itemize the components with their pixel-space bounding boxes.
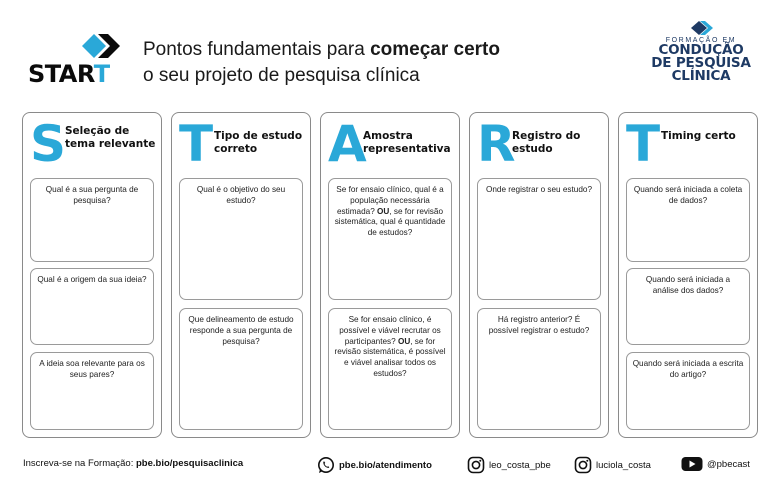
column-timing [618,112,758,438]
instagram-handle: leo_costa_pbe [489,459,551,471]
brand-subtitle: FORMAÇÃO EM [665,37,737,44]
question-card: Se for ensaio clínico, é possível e viável recrutar os participantes? OU, se for revisão sistemática, é possível e viável analisar todos os estudos? [328,308,452,430]
youtube-icon [681,456,703,472]
footer [0,452,777,478]
column-title: Registro do estudo [512,130,581,155]
column-letter: A [328,115,367,173]
brand-title-3: CLÍNICA [671,68,731,84]
question-card: Qual é a origem da sua ideia? [30,268,154,345]
column-header [321,113,459,173]
column-letter: T [626,115,661,173]
column-registro [469,112,609,438]
start-logo-text: START [28,60,110,88]
whatsapp-icon [317,456,335,474]
column-letter: S [30,115,67,173]
signup-link[interactable]: pbe.bio/pesquisaclinica [136,458,244,469]
page-title: Pontos fundamentais para começar certo o seu projeto de pesquisa clínica [143,39,500,86]
instagram-icon [574,456,592,474]
question-card: Onde registrar o seu estudo? [477,178,601,300]
question-card: Que delineamento de estudo responde a sua pergunta de pesquisa? [179,308,303,430]
question-card: Quando será iniciada a análise dos dados? [626,268,750,345]
column-letter: T [179,115,214,173]
instagram-handle: luciola_costa [596,459,651,471]
start-logo [28,30,128,90]
question-card: Há registro anterior? É possível registrar o estudo? [477,308,601,430]
instagram-icon [467,456,485,474]
question-card: A ideia soa relevante para os seus pares? [30,352,154,430]
brand-title-1: CONDUÇÃO [658,42,744,58]
youtube-contact[interactable] [681,456,750,472]
youtube-handle: @pbecast [707,458,750,470]
question-card: Quando será iniciada a escrita do artigo? [626,352,750,430]
brand-logo [641,20,761,100]
question-card: Qual é o objetivo do seu estudo? [179,178,303,300]
brand-diamond-icon [688,20,714,36]
instagram-contact-2[interactable] [574,456,651,474]
signup-text: Inscreva-se na Formação: pbe.bio/pesquisaclinica [23,458,244,469]
column-selecao [22,112,162,438]
column-tipo [171,112,311,438]
whatsapp-contact[interactable] [317,456,432,474]
column-header [619,113,757,173]
column-amostra [320,112,460,438]
question-card: Se for ensaio clínico, qual é a população necessária estimada? OU, se for revisão sistemática, qual é quantidade de estudos? [328,178,452,300]
column-header [470,113,608,173]
column-header [172,113,310,173]
start-logo-diamond-icon [78,32,122,60]
whatsapp-link: pbe.bio/atendimento [339,459,432,471]
brand-title-2: DE PESQUISA [651,55,751,71]
question-card: Quando será iniciada a coleta de dados? [626,178,750,262]
instagram-contact-1[interactable] [467,456,551,474]
column-title: Timing certo [661,130,736,142]
column-letter: R [477,115,516,173]
column-title: Seleção de tema relevante [65,125,156,150]
column-header [23,113,161,173]
column-title: Amostra representativa [363,130,451,155]
column-title: Tipo de estudo correto [214,130,303,155]
question-card: Qual é a sua pergunta de pesquisa? [30,178,154,262]
